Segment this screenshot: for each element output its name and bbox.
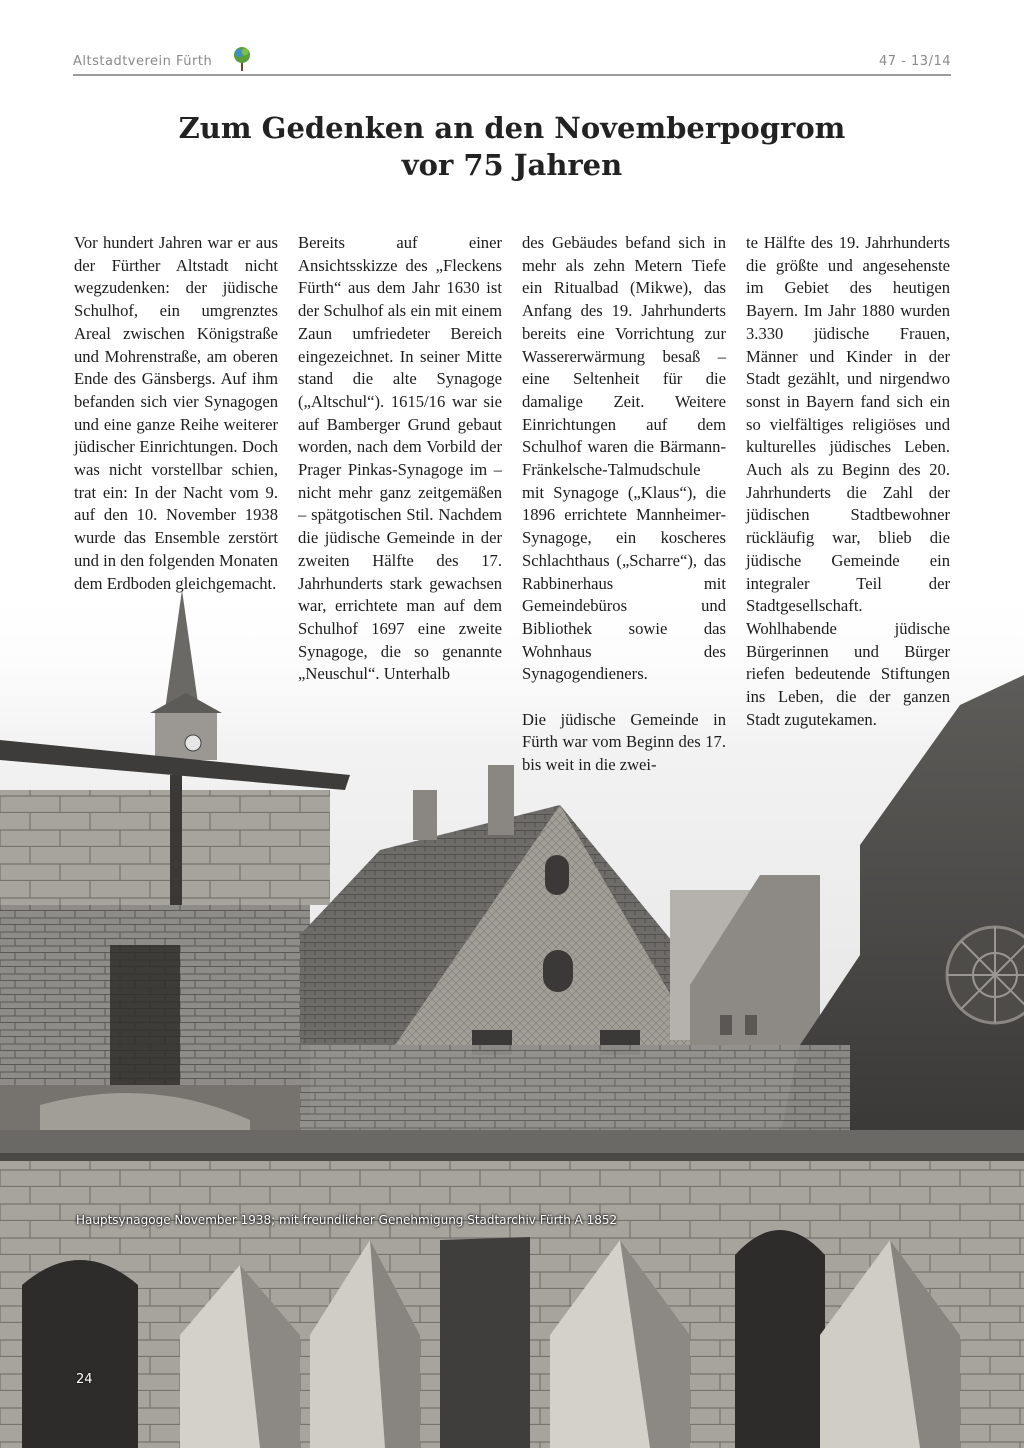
text-column-1 [74,232,278,595]
issue-number: 47 - 13/14 [879,54,951,69]
text-column-2 [298,232,502,686]
paragraph: te Hälfte des 19. Jahrhunderts die größte und angesehenste im Gebiet des heutigen Bayern. Im Jahr 1880 wurden 3.330 jüdische Frauen, Männer und Kinder in der Stadt gezählt, und nirgendwo sonst in Bayern fand sich ein so vielfältiges religiöses und kulturelles jüdisches Leben. Auch als zu Beginn des 20. Jahrhunderts die Zahl der jüdischen Stadtbewohner rückläufig war, blieb die jüdische Gemeinde ein integraler Teil der Stadtgesellschaft. Wohlhabende jüdische Bürgerinnen und Bürger riefen bedeutende Stiftungen ins Leben, die der ganzen Stadt zugutekamen. [746,233,950,729]
paragraph: Bereits auf einer Ansichtsskizze des „Fleckens Fürth“ aus dem Jahr 1630 ist der Schulhof als ein mit einem Zaun umfriedeter Bereich eingezeichnet. In seiner Mitte stand die alte Synagoge („Altschul“). 1615/16 war sie auf Bamberger Grund gebaut worden, nach dem Vorbild der Prager Pinkas-Synagoge im – nicht mehr ganz zeitgemäßen – spätgotischen Stil. Nachdem die jüdische Gemeinde in der zweiten Hälfte des 17. Jahrhunderts stark gewachsen war, errichtete man auf dem Schulhof 1697 eine zweite Synagoge, die so genannte „Neuschul“. Unterhalb [298,233,502,684]
paragraph: des Gebäudes befand sich in mehr als zehn Metern Tiefe ein Ritualbad (Mikwe), das Anfang des 19. Jahrhunderts bereits eine Vorrichtung zur Wassererwärmung besaß – eine Seltenheit für die damalige Zeit. Weitere Einrichtungen auf dem Schulhof waren die Bärmann-Fränkelsche-Talmudschule mit Synagoge („Klaus“), die 1896 errichtete Mannheimer-Synagoge, ein koscheres Schlachthaus („Scharre“), das Rabbinerhaus mit Gemeindebüros und Bibliothek sowie das Wohnhaus des Synagogendieners. [522,233,726,684]
text-column-4 [746,232,950,731]
page-header [73,50,951,76]
title-line-2: vor 75 Jahren [401,148,623,182]
text-column-3 [522,232,726,777]
publisher-name: Altstadtverein Fürth [73,54,213,69]
title-line-1: Zum Gedenken an den Novemberpogrom [178,111,846,145]
paragraph: Vor hundert Jahren war er aus der Fürther Altstadt nicht wegzudenken: der jüdische Schulhof, ein umgrenztes Areal zwischen Königstraße und Mohrenstraße, am oberen Ende des Gänsbergs. Auf ihm befanden sich vier Synagogen und eine ganze Reihe weiterer jüdischer Einrichtungen. Doch was nicht vorstellbar schien, trat ein: In der Nacht vom 9. auf den 10. November 1938 wurde das Ensemble zerstört und in den folgenden Monaten dem Erdboden gleichgemacht. [74,233,278,593]
page-number: 24 [76,1372,93,1387]
article-title [73,110,951,184]
tree-logo-icon [231,46,253,72]
photo-caption: Hauptsynagoge November 1938; mit freundlicher Genehmigung Stadtarchiv Fürth A 1852 [76,1213,618,1227]
paragraph: Die jüdische Gemeinde in Fürth war vom Beginn des 17. bis weit in die zwei- [522,709,726,775]
